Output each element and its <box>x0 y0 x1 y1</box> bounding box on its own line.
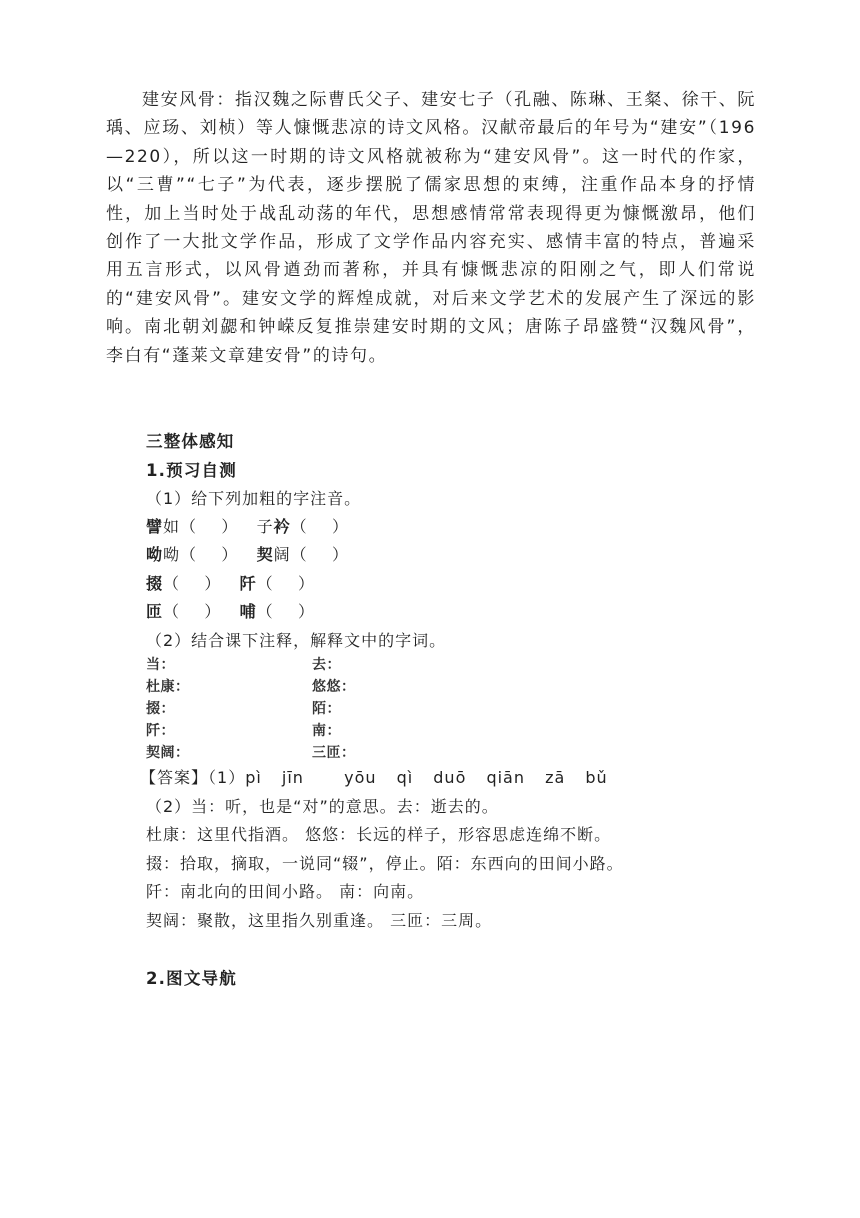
pinyin-item-row <box>146 599 315 622</box>
item-blank: （ ） <box>163 574 222 593</box>
bold-char: 匝 <box>146 602 164 621</box>
bold-char: 譬 <box>146 517 164 536</box>
item-blank: 呦（ ） <box>163 545 239 564</box>
answer-line: 阡：南北向的田间小路。 南：向南。 <box>146 882 425 901</box>
subsection-heading-preview: 1.预习自测 <box>146 461 237 480</box>
answer-line: 契阔：聚散，这里指久别重逢。 三匝：三周。 <box>146 911 493 930</box>
bold-char: 掇 <box>146 574 164 593</box>
section-heading: 三整体感知 <box>146 432 235 451</box>
answer-line: 掇：拾取，摘取，一说同“辍”，停止。陌：东西向的田间小路。 <box>146 854 624 873</box>
question-2: （2）结合课下注释，解释文中的字词。 <box>146 631 447 650</box>
answer-line-1 <box>140 765 608 788</box>
subsection-heading-navigation: 2.图文导航 <box>146 969 237 988</box>
pinyin-item-row <box>146 514 349 537</box>
bold-char: 契 <box>256 545 274 564</box>
item-prefix: 子 <box>256 517 274 536</box>
item-blank: （ ） <box>256 602 316 621</box>
item-blank: （ ） <box>290 517 350 536</box>
scan-term: 阡： <box>146 723 175 739</box>
question-1: （1）给下列加粗的字注音。 <box>146 489 362 508</box>
scan-term: 当： <box>146 657 175 673</box>
scan-term: 三匝： <box>312 745 356 761</box>
scan-term: 去： <box>312 657 341 673</box>
bold-char: 阡 <box>239 574 257 593</box>
bold-char: 哺 <box>239 602 257 621</box>
bold-char: 衿 <box>273 517 291 536</box>
scan-term: 悠悠： <box>312 679 356 695</box>
answer-line: （2）当：听，也是“对”的意思。去：逝去的。 <box>146 797 499 816</box>
scan-term: 契阔： <box>146 745 190 761</box>
intro-text: 建安风骨：指汉魏之际曹氏父子、建安七子（孔融、陈琳、王粲、徐干、阮瑀、应玚、刘桢）等人慷慨悲凉的诗文风格。汉献帝最后的年号为“建安”（196—220），所以这一时期的诗文风格就被称为“建安风骨”。这一时代的作家，以“三曹”“七子”为代表，逐步摆脱了儒家思想的束缚，注重作品本身的抒情性，加上当时处于战乱动荡的年代，思想感情常常表现得更为慷慨激昂，他们创作了一大批文学作品，形成了文学作品内容充实、感情丰富的特点，普遍采用五言形式，以风骨遒劲而著称，并具有慷慨悲凉的阳刚之气，即人们常说的“建安风骨”。建安文学的辉煌成就，对后来文学艺术的发展产生了深远的影响。南北朝刘勰和钟嵘反复推崇建安时期的文风；唐陈子昂盛赞“汉魏风骨”，李白有“蓬莱文章建安骨”的诗句。 <box>106 90 756 366</box>
item-blank: （ ） <box>163 602 222 621</box>
pinyin-item-row <box>146 542 349 565</box>
intro-paragraph <box>106 86 756 370</box>
item-blank: （ ） <box>256 574 316 593</box>
pinyin-item-row <box>146 571 315 594</box>
answer-prefix: （1） <box>208 768 246 787</box>
scan-term: 杜康： <box>146 679 190 695</box>
scan-term: 掇： <box>146 701 175 717</box>
bold-char: 呦 <box>146 545 164 564</box>
scan-term: 南： <box>312 723 341 739</box>
scan-term: 陌： <box>312 701 341 717</box>
item-blank: 如（ ） <box>163 517 239 536</box>
answer-label: 【答案】 <box>140 768 209 787</box>
item-blank: 阔（ ） <box>273 545 350 564</box>
answer-pinyin: pì jīn yōu qì duō qiān zā bǔ <box>245 768 608 787</box>
answer-line: 杜康：这里代指酒。 悠悠：长远的样子，形容思虑连绵不断。 <box>146 825 612 844</box>
